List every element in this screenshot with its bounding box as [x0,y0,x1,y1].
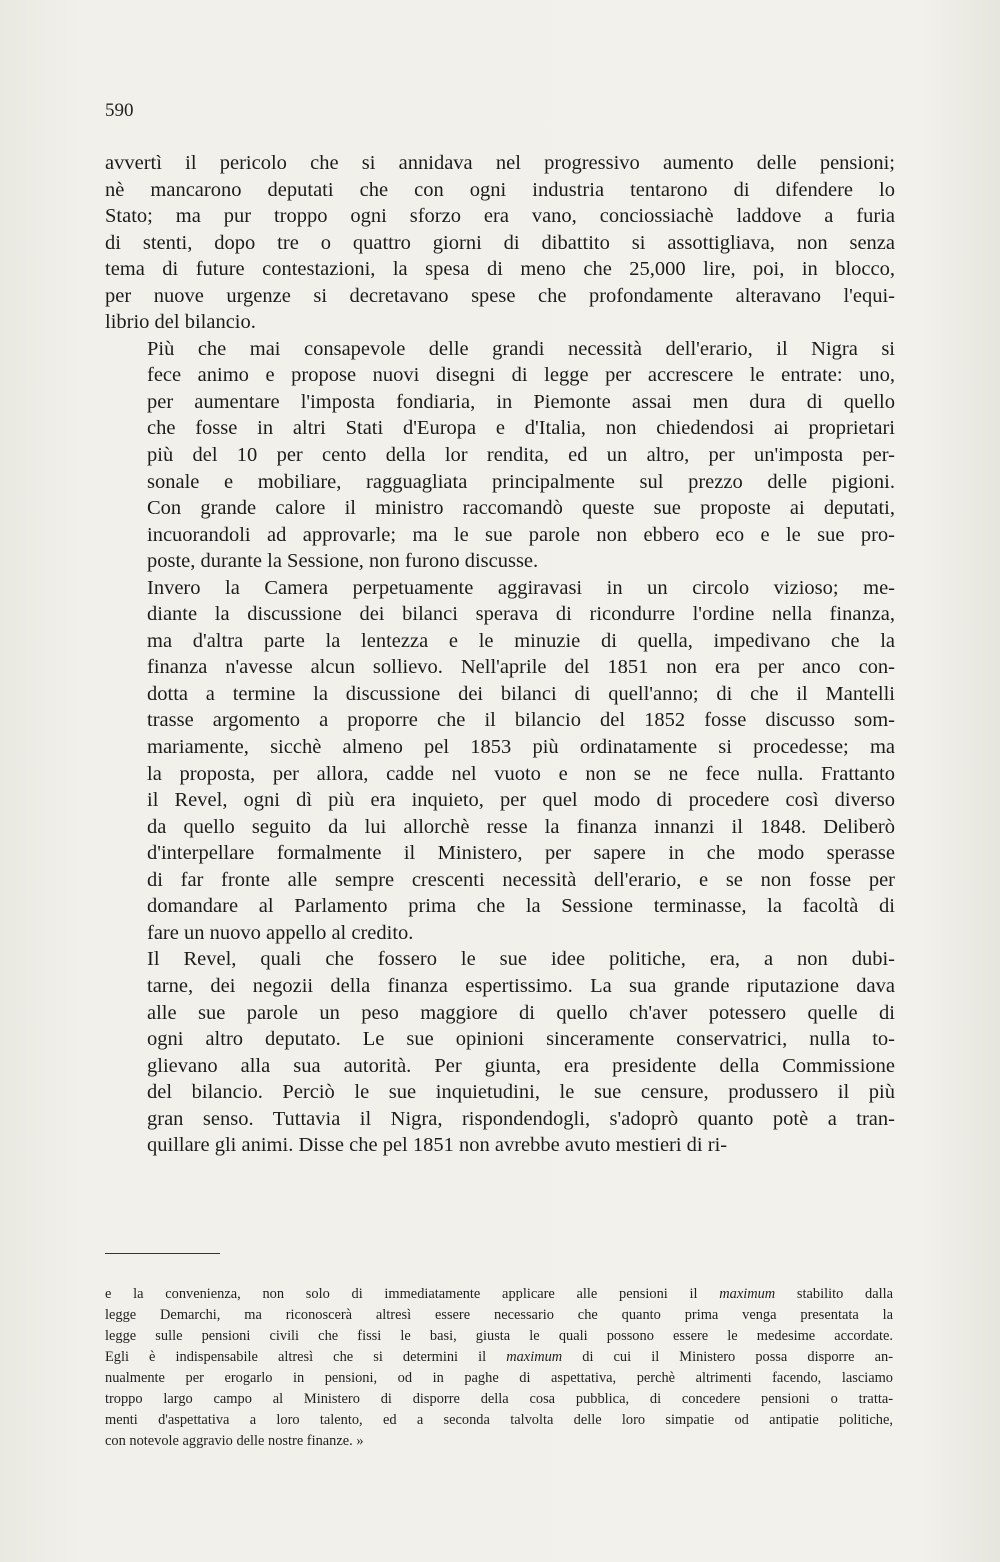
text-line: Invero la Camera perpetuamente aggiravasi in un circolo vizioso; me- [147,576,895,599]
text-line: Con grande calore il ministro raccomandò queste sue proposte ai deputati, [147,497,895,520]
text-line: mariamente, sicchè almeno pel 1853 più ordinatamente si procedesse; ma [147,736,895,759]
text-line: ogni altro deputato. Le sue opinioni sinceramente conservatrici, nulla to- [147,1028,895,1051]
text-line: per aumentare l'imposta fondiaria, in Piemonte assai men dura di quello [147,390,895,413]
text-line: Il Revel, quali che fossero le sue idee politiche, era, a non dubi- [147,948,895,971]
text-line: dotta a termine la discussione dei bilanci di quell'anno; di che il Mantelli [147,682,895,705]
text-line: quillare gli animi. Disse che pel 1851 non avrebbe avuto mestieri di ri- [147,1134,728,1157]
footnote-line: legge Demarchi, ma riconoscerà altresì essere necessario che quanto prima venga presentata la [105,1307,893,1323]
text-line: da quello seguito da lui allorchè resse la finanza innanzi il 1848. Deliberò [147,815,895,838]
text-line: avvertì il pericolo che si annidava nel progressivo aumento delle pensioni; [105,152,895,174]
text-line: tema di future contestazioni, la spesa di meno che 25,000 lire, poi, in blocco, [105,258,895,281]
text-line: di far fronte alle sempre crescenti necessità dell'erario, e se non fosse per [147,868,895,891]
text-line: diante la discussione dei bilanci sperava di ricondurre l'ordine nella finanza, [147,603,895,626]
text-line: tarne, dei negozii della finanza espertissimo. La sua grande riputazione dava [147,974,895,997]
page-number: 590 [105,100,134,121]
main-text [105,150,895,1159]
italic-term: maximum [506,1349,563,1365]
text-line: gran senso. Tuttavia il Nigra, rispondendogli, s'adoprò quanto potè a tran- [147,1107,895,1130]
text-line: la proposta, per allora, cadde nel vuoto e non se ne fece nulla. Frattanto [147,762,895,785]
text-line: fece animo e propose nuovi disegni di legge per accrescere le entrate: uno, [147,364,895,387]
text-line: alle sue parole un peso maggiore di quello ch'aver potessero quelle di [147,1001,895,1024]
footnote-line: legge sulle pensioni civili che fissi le basi, giusta le quali possono essere le medesime accordate. [105,1328,893,1344]
text-line: ma d'altra parte la lentezza e le minuzie di quella, impedivano che la [147,629,895,652]
footnote-line: troppo largo campo al Ministero di disporre della cosa pubblica, di concedere pensioni o tratta- [105,1391,893,1407]
footnote-separator [105,1253,220,1254]
text-line: poste, durante la Sessione, non furono discusse. [147,550,539,573]
text-line: Stato; ma pur troppo ogni sforzo era vano, conciossiachè laddove a furia [105,205,895,228]
footnote-line: e la convenienza, non solo di immediatamente applicare alle pensioni il maximum stabilito dalla [105,1286,893,1302]
footnote-line: menti d'aspettativa a loro talento, ed a seconda talvolta delle loro simpatie od antipatie politiche, [105,1412,893,1428]
text-line: finanza n'avesse alcun sollievo. Nell'aprile del 1851 non era per anco con- [147,656,895,679]
text-line: librio del bilancio. [105,311,256,334]
footnote [105,1284,893,1452]
text-line: il Revel, ogni dì più era inquieto, per quel modo di procedere così diverso [147,789,895,812]
text-line: trasse argomento a proporre che il bilancio del 1852 fosse discusso som- [147,709,895,732]
text-line: nè mancarono deputati che con ogni industria tentarono di difendere lo [105,178,895,201]
paragraph [105,946,895,1158]
text-line: sonale e mobiliare, ragguagliata principalmente sul prezzo delle pigioni. [147,470,895,493]
paragraph [105,575,895,947]
text-line: d'interpellare formalmente il Ministero, per sapere in che modo sperasse [147,842,895,865]
footnote-line: con notevole aggravio delle nostre finanze. » [105,1433,364,1449]
paragraph [105,336,895,575]
text-line: Più che mai consapevole delle grandi necessità dell'erario, il Nigra si [147,337,895,360]
text-line: domandare al Parlamento prima che la Sessione terminasse, la facoltà di [147,895,895,918]
footnote-line: nualmente per erogarlo in pensioni, od in paghe di aspettativa, perchè altrimenti facendo, lasciamo [105,1370,893,1386]
text-line: che fosse in altri Stati d'Europa e d'Italia, non chiedendosi ai proprietari [147,417,895,440]
italic-term: maximum [719,1286,776,1302]
footnote-line: Egli è indispensabile altresì che si determini il maximum di cui il Ministero possa disporre an- [105,1349,893,1365]
text-line: glievano alla sua autorità. Per giunta, era presidente della Commissione [147,1054,895,1077]
text-line: del bilancio. Perciò le sue inquietudini, le sue censure, produssero il più [147,1081,895,1104]
text-line: di stenti, dopo tre o quattro giorni di dibattito si assottigliava, non senza [105,231,895,254]
text-line: incuorandoli ad approvarle; ma le sue parole non ebbero eco e le sue pro- [147,523,895,546]
text-line: per nuove urgenze si decretavano spese che profondamente alteravano l'equi- [105,284,895,307]
text-line: fare un nuovo appello al credito. [147,921,414,944]
text-line: più del 10 per cento della lor rendita, ed un altro, per un'imposta per- [147,444,895,467]
paragraph [105,150,895,336]
